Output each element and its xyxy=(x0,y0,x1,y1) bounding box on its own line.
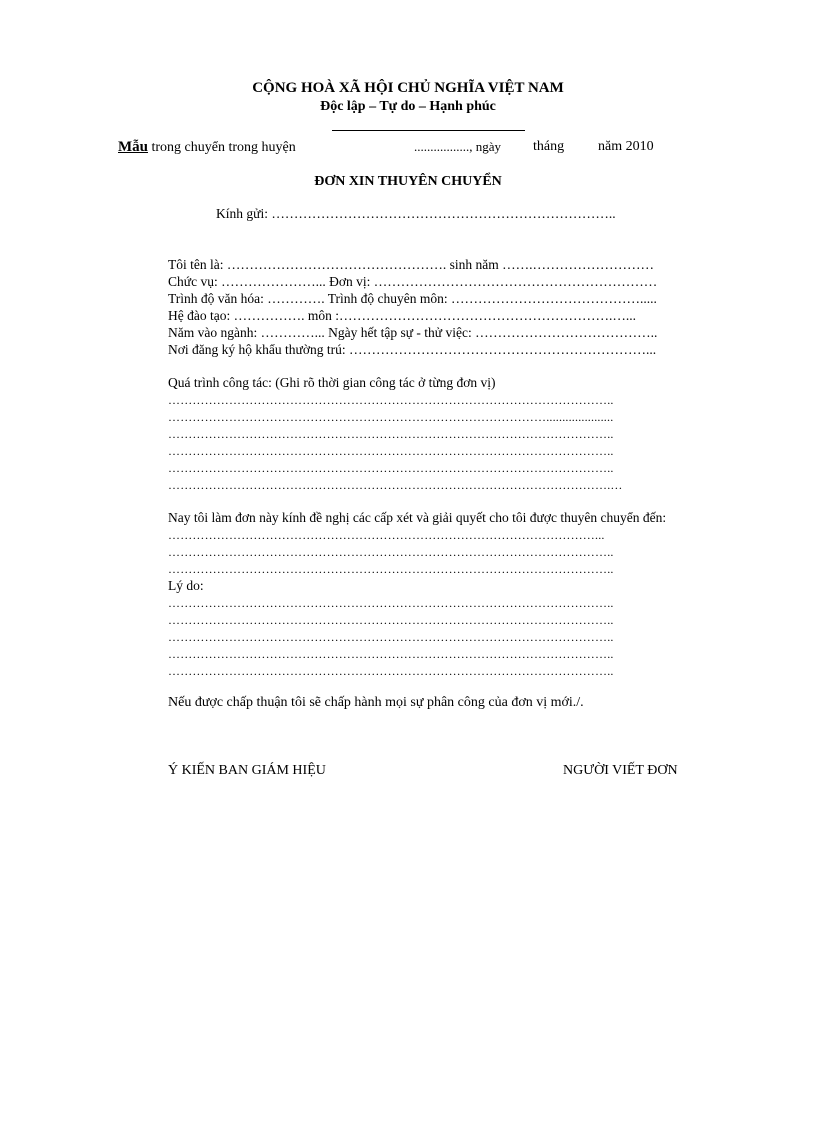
recipient-line: Kính gửi: ………………………………………………………………….. xyxy=(216,206,616,221)
date-year: năm 2010 xyxy=(598,139,654,154)
reason-line: ……………………………………………………………………………………………….. xyxy=(168,664,614,678)
form-type-line xyxy=(118,140,296,155)
work-history-line: ……………………………………………………………………………………………….… xyxy=(168,478,623,492)
work-history-line: ……………………………………………………………………………………………….. xyxy=(168,444,614,458)
transfer-request-label: Nay tôi làm đơn này kính đề nghị các cấp xét và giải quyết cho tôi được thuyên chuyển đến: xyxy=(168,510,667,525)
country-heading: CỘNG HOÀ XÃ HỘI CHỦ NGHĨA VIỆT NAM xyxy=(252,80,564,96)
work-history-line: …………………………………………………………………………………..................... xyxy=(168,410,614,424)
document-title: ĐƠN XIN THUYÊN CHUYỂN xyxy=(314,174,502,189)
date-month: tháng xyxy=(533,139,565,154)
field-start-year: Năm vào ngành: …………... Ngày hết tập sự - thử việc: ………………………………….. xyxy=(168,325,658,340)
motto-heading: Độc lập – Tự do – Hạnh phúc xyxy=(320,99,496,114)
reason-line: ……………………………………………………………………………………………….. xyxy=(168,596,614,610)
field-education: Trình độ văn hóa: …………. Trình độ chuyên môn: ……………………………………..... xyxy=(168,291,657,306)
work-history-line: ……………………………………………………………………………………………….. xyxy=(168,427,614,441)
reason-line: ……………………………………………………………………………………………….. xyxy=(168,630,614,644)
work-history-line: ……………………………………………………………………………………………….. xyxy=(168,393,614,407)
field-residence: Nơi đăng ký hộ khẩu thường trú: …………………………………………………………... xyxy=(168,342,657,357)
form-type-label: Mẫu xyxy=(118,139,148,155)
field-name: Tôi tên là: …………………………………………. sinh năm …….……………………… xyxy=(168,257,654,272)
header-divider xyxy=(332,130,525,131)
date-day: ................., ngày xyxy=(414,139,502,154)
transfer-request-line: ……………………………………………………………………………………………….. xyxy=(168,545,614,559)
form-type-text: trong chuyển trong huyện xyxy=(151,140,296,155)
transfer-request-line: ……………………………………………………………………………………………….. xyxy=(168,562,614,576)
reason-line: ……………………………………………………………………………………………….. xyxy=(168,613,614,627)
field-position: Chức vụ: …………………... Đơn vị: ……………………………………………………… xyxy=(168,274,658,289)
transfer-request-line: ……………………………………………………………………………………………... xyxy=(168,528,605,542)
principal-opinion-heading: Ý KIẾN BAN GIÁM HIỆU xyxy=(168,763,326,778)
reason-label: Lý do: xyxy=(168,578,204,593)
field-training: Hệ đào tạo: ……………. môn :…………………………………………………….…... xyxy=(168,308,636,323)
reason-line: ……………………………………………………………………………………………….. xyxy=(168,647,614,661)
closing-statement: Nếu được chấp thuận tôi sẽ chấp hành mọi sự phân công của đơn vị mới./. xyxy=(168,695,584,710)
work-history-label: Quá trình công tác: (Ghi rõ thời gian công tác ở từng đơn vị) xyxy=(168,375,496,390)
work-history-line: ……………………………………………………………………………………………….. xyxy=(168,461,614,475)
applicant-signature-heading: NGƯỜI VIẾT ĐƠN xyxy=(563,763,678,778)
